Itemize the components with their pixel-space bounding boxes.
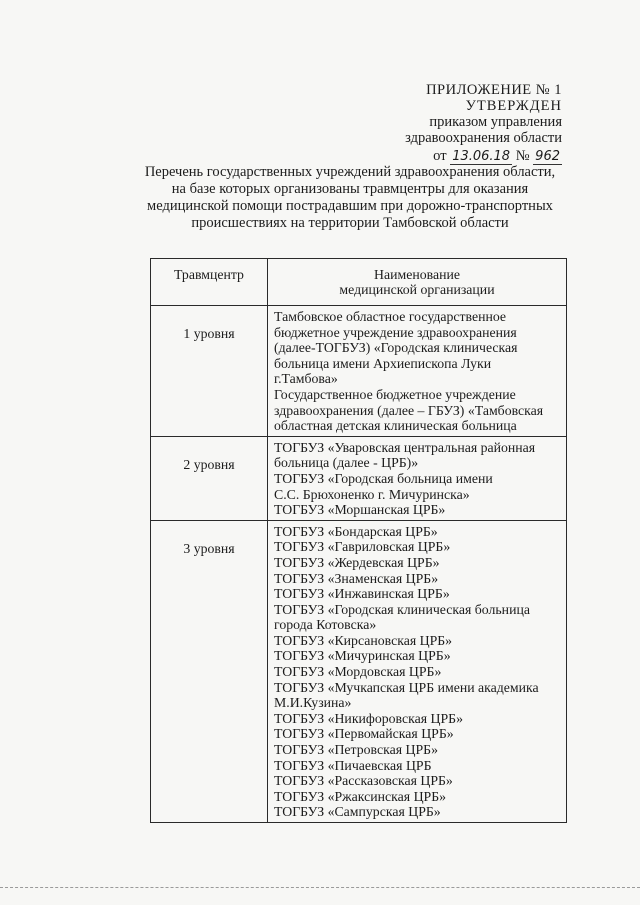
organization-line: ТОГБУЗ «Жердевская ЦРБ» [274, 554, 440, 570]
title-line: Перечень государственных учреждений здравоохранения области, [144, 164, 556, 180]
column-header-organization [268, 259, 567, 306]
organization-cell [268, 306, 567, 437]
table-row [151, 436, 567, 520]
organization-line: больница (далее - ЦРБ)» [274, 455, 419, 471]
organization-line: Государственное бюджетное учреждение [274, 386, 516, 402]
title-line: происшествиях на территории Тамбовской области [191, 215, 509, 231]
order-line-1: приказом управления [429, 114, 562, 130]
organization-line: ТОГБУЗ «Бондарская ЦРБ» [274, 523, 438, 539]
organization-line: г.Тамбова» [274, 371, 338, 387]
organization-line: здравоохранения (далее – ГБУЗ) «Тамбовская [274, 402, 544, 418]
organization-line: ТОГБУЗ «Городская больница имени [274, 470, 493, 486]
organization-line: ТОГБУЗ «Первомайская ЦРБ» [274, 726, 454, 742]
title-line: медицинской помощи пострадавшим при дорожно-транспортных [147, 198, 553, 214]
trauma-centers-table [150, 258, 567, 823]
approval-block [405, 82, 562, 165]
date-prefix: от [433, 148, 447, 164]
approved-label: УТВЕРЖДЕН [465, 98, 562, 114]
organization-line: ТОГБУЗ «Сампурская ЦРБ» [274, 804, 441, 820]
organization-line: ТОГБУЗ «Пичаевская ЦРБ [274, 757, 432, 773]
organization-line: М.И.Кузина» [274, 695, 352, 711]
organization-line: ТОГБУЗ «Городская клиническая больница [274, 601, 530, 617]
organization-line: ТОГБУЗ «Мордовская ЦРБ» [274, 664, 442, 680]
order-date-number [405, 148, 562, 165]
trauma-level-cell: 3 уровня [151, 520, 268, 822]
organization-line: ТОГБУЗ «Моршанская ЦРБ» [274, 502, 446, 518]
organization-line: ТОГБУЗ «Уваровская центральная районная [274, 439, 536, 455]
organization-line: больница имени Архиепископа Луки [274, 355, 492, 371]
organization-line: ТОГБУЗ «Петровская ЦРБ» [274, 742, 438, 758]
header-name-line: Наименование [374, 267, 460, 282]
document-title [130, 164, 570, 232]
table-row [151, 306, 567, 437]
organization-line: ТОГБУЗ «Ржаксинская ЦРБ» [274, 788, 447, 804]
table-header-row [151, 259, 567, 306]
organization-line: города Котовска» [274, 617, 377, 633]
header-name-line: медицинской организации [339, 282, 495, 297]
organization-cell [268, 520, 567, 822]
trauma-level-cell: 1 уровня [151, 306, 268, 437]
order-number: 962 [535, 149, 560, 164]
organization-line: С.С. Брюхоненко г. Мичуринска» [274, 486, 470, 502]
organization-line: ТОГБУЗ «Мучкапская ЦРБ имени академика [274, 679, 539, 695]
title-line: на базе которых организованы травмцентры для оказания [171, 181, 529, 197]
organization-line: областная детская клиническая больница [274, 418, 517, 434]
organization-line: ТОГБУЗ «Гавриловская ЦРБ» [274, 539, 451, 555]
column-header-center: Травмцентр [151, 259, 268, 306]
organization-line: (далее-ТОГБУЗ) «Городская клиническая [274, 340, 518, 356]
organization-line: ТОГБУЗ «Кирсановская ЦРБ» [274, 632, 453, 648]
order-line-2: здравоохранения области [405, 130, 562, 146]
organization-line: ТОГБУЗ «Никифоровская ЦРБ» [274, 710, 463, 726]
organization-cell [268, 436, 567, 520]
organization-line: ТОГБУЗ «Рассказовская ЦРБ» [274, 773, 453, 789]
organization-line: ТОГБУЗ «Инжавинская ЦРБ» [274, 586, 450, 602]
number-prefix: № [515, 148, 530, 164]
trauma-level-cell: 2 уровня [151, 436, 268, 520]
appendix-label: ПРИЛОЖЕНИЕ № 1 [426, 82, 562, 98]
organization-line: бюджетное учреждение здравоохранения [274, 324, 517, 340]
organization-line: ТОГБУЗ «Мичуринская ЦРБ» [274, 648, 451, 664]
table-row [151, 520, 567, 822]
organization-line: ТОГБУЗ «Знаменская ЦРБ» [274, 570, 439, 586]
order-date: 13.06.18 [452, 149, 511, 164]
organization-line: Тамбовское областное государственное [274, 309, 507, 324]
page-bottom-edge [0, 887, 640, 890]
